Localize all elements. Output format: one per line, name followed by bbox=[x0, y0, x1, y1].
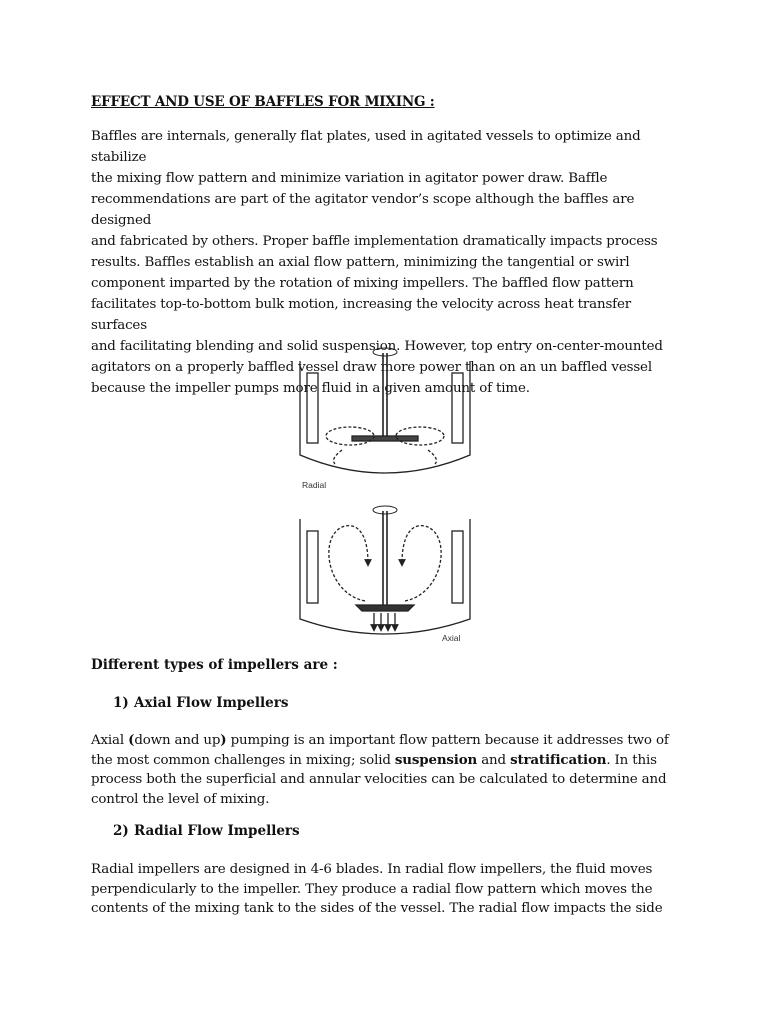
radial-impeller-heading bbox=[113, 823, 300, 839]
axial-impeller-heading bbox=[113, 695, 288, 711]
paragraph-line: the mixing flow pattern and minimize variation in agitator power draw. Baffle bbox=[91, 171, 608, 186]
paragraph-line: recommendations are part of the agitator vendor’s scope although the baffles are designed bbox=[91, 192, 635, 228]
paragraph-line: component imparted by the rotation of mixing impellers. The baffled flow pattern bbox=[91, 276, 634, 291]
paragraph-line: and fabricated by others. Proper baffle implementation dramatically impacts process bbox=[91, 234, 658, 249]
text-run: and bbox=[477, 752, 511, 768]
axial-paragraph bbox=[91, 731, 681, 809]
paragraph-line: facilitates top-to-bottom bulk motion, increasing the velocity across heat transfer surfaces bbox=[91, 297, 632, 333]
text-run: . In this process both the superficial and annular velocities can be calculated to determine and control the level of mixing. bbox=[91, 752, 667, 807]
section-heading: EFFECT AND USE OF BAFFLES FOR MIXING : bbox=[91, 94, 435, 110]
list-number: 1) bbox=[113, 695, 129, 711]
text-run: pumping is an important flow pattern because it addresses two of the most common challenges in mixing; solid bbox=[91, 733, 669, 768]
text-run: ) bbox=[220, 732, 227, 748]
paragraph-line: Baffles are internals, generally flat plates, used in agitated vessels to optimize and stabilize bbox=[91, 129, 641, 165]
paragraph-line: results. Baffles establish an axial flow pattern, minimizing the tangential or swirl bbox=[91, 255, 630, 270]
axial-flow-diagram bbox=[300, 506, 470, 634]
baffle-flow-figure bbox=[290, 343, 480, 645]
radial-label: Radial bbox=[302, 480, 327, 490]
paragraph-line: and facilitating blending and solid suspension. However, top entry on-center-mounted bbox=[91, 339, 663, 354]
list-title: Radial Flow Impellers bbox=[134, 823, 300, 839]
text-run: ( bbox=[128, 732, 135, 748]
bold-term: suspension bbox=[394, 751, 478, 768]
impeller-types-heading: Different types of impellers are : bbox=[91, 657, 338, 673]
paragraph-line: agitators on a properly baffled vessel draw more power than on an un baffled vessel bbox=[91, 360, 652, 375]
radial-paragraph: Radial impellers are designed in 4-6 blades. In radial flow impellers, the fluid moves perpendicularly to the impeller. They produce a radial flow pattern which moves the contents of the mixing tank to the sides of the vessel. The radial flow impacts the side bbox=[91, 862, 663, 916]
list-number: 2) bbox=[113, 823, 129, 839]
paragraph-line: because the impeller pumps more fluid in a given amount of time. bbox=[91, 381, 530, 396]
axial-label: Axial bbox=[442, 633, 461, 643]
list-title: Axial Flow Impellers bbox=[134, 695, 289, 711]
radial-flow-diagram bbox=[300, 348, 470, 473]
text-run: down and up bbox=[134, 733, 221, 748]
text-run: Axial bbox=[91, 733, 129, 748]
bold-term: stratification bbox=[510, 751, 607, 768]
